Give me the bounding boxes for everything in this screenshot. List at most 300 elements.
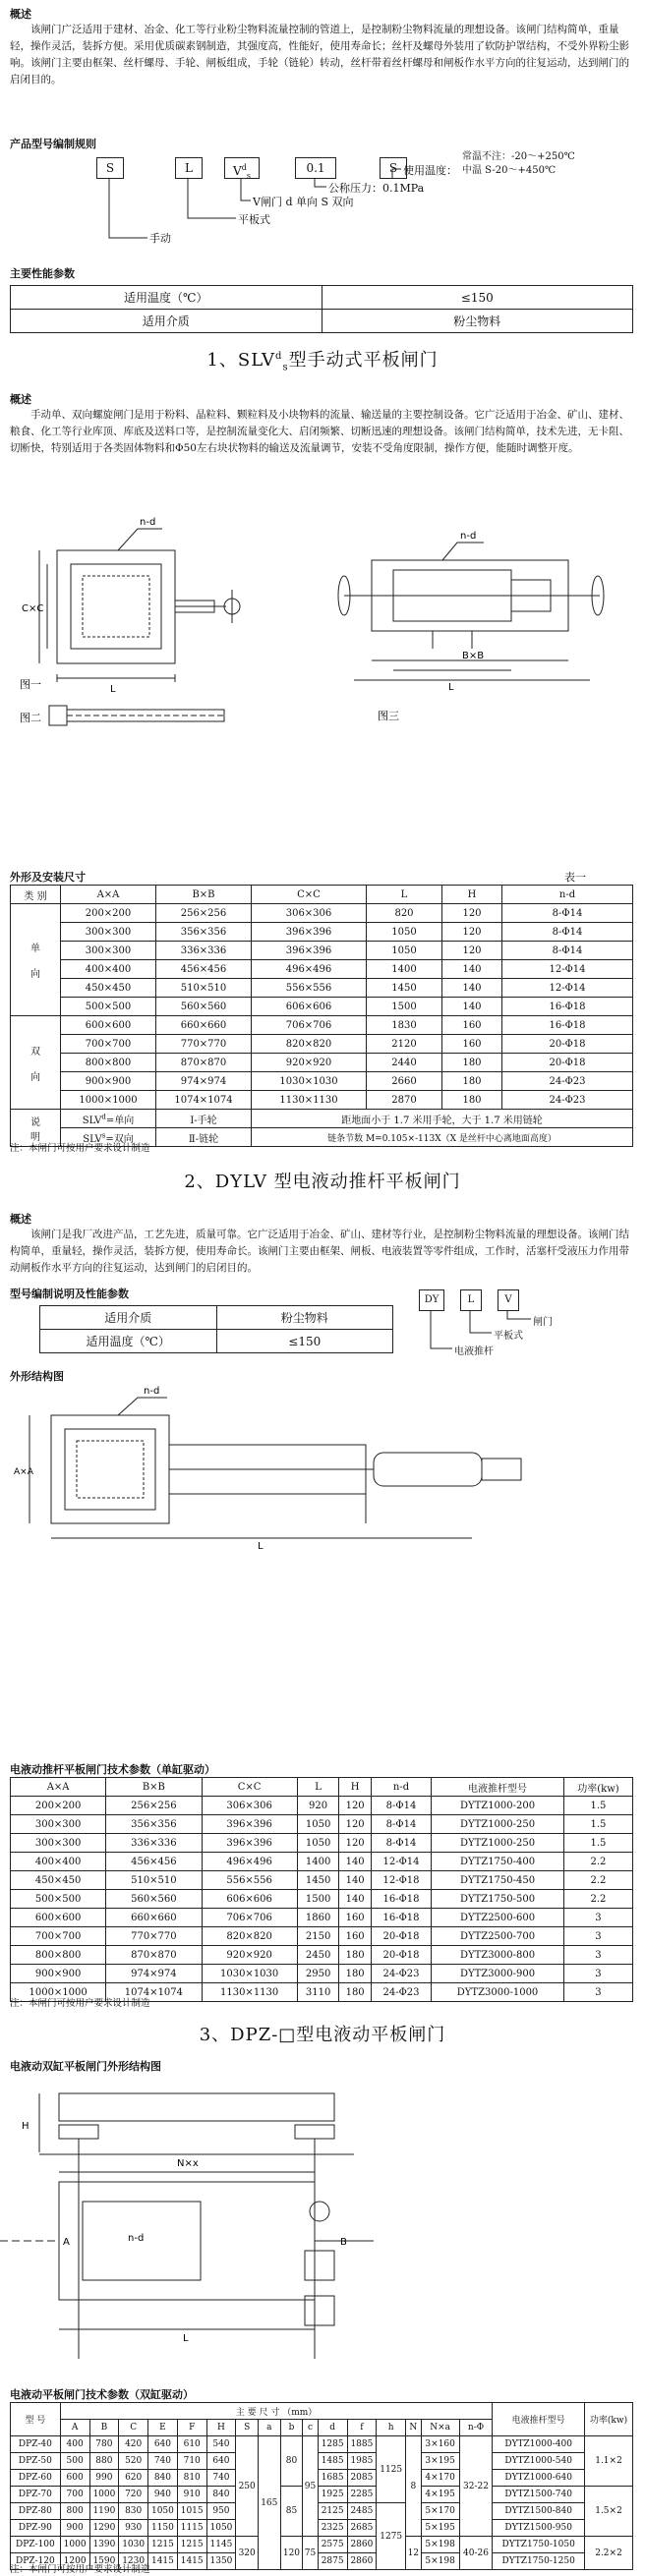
size-cell: 20-Φ18: [502, 1054, 633, 1072]
dc-cell: f: [347, 2420, 377, 2436]
size-cell: 140: [442, 960, 502, 979]
dc-cell: 720: [119, 2487, 148, 2503]
sc-cell: 24-Φ23: [371, 1965, 431, 1983]
sc-cell: 160: [339, 1909, 371, 1927]
dc-cell: 600: [60, 2470, 89, 2487]
explain-text-1: 距地面小于 1.7 米用手轮，大于 1.7 米用链轮: [252, 1110, 633, 1128]
overview-paragraph-1: 该闸门广泛适用于建材、冶金、化工等行业粉尘物料流量控制的管道上，是控制粉尘物料流量的理想设备。该闸门结构简单，重量轻，操作灵活，装拆方便。采用优质碳素钢制造，其强度高，性能好，使用寿命长；丝杆及螺母外装用了软防护罩结构，不受外界粉尘影响。该闸门主要由框架、丝杆螺母、手轮、闸板组成，手轮（链轮）转动，丝杆带着丝杆螺母和闸板作水平方向的往复运动，达到闸门的启闭目的。: [10, 24, 629, 86]
note-2: 注：本闸门可按用户要求设计制造: [10, 1998, 150, 2009]
size-cell: 456×456: [156, 960, 252, 979]
code-box-temp: S: [380, 157, 407, 179]
dc-cell: 3×195: [421, 2453, 459, 2470]
dc-cell: DPZ-70: [11, 2487, 61, 2503]
fig-label-l: L: [110, 684, 116, 695]
sc-cell: 300×300: [11, 1815, 106, 1834]
overview-heading-3: 概述: [10, 1213, 31, 1226]
dc-cell: 1215: [148, 2537, 178, 2553]
size-cell: 306×306: [252, 904, 367, 923]
dc-cell: 320: [236, 2537, 259, 2570]
size-cell: 870×870: [156, 1054, 252, 1072]
size-cell: 1500: [367, 998, 442, 1016]
overview-heading-1: 概述: [10, 8, 31, 21]
sc-cell: 820×820: [202, 1927, 297, 1946]
dc-cell: 1050: [206, 2520, 236, 2537]
code-box-v: $V^d_s$: [224, 157, 260, 179]
sc-cell: 306×306: [202, 1797, 297, 1815]
size-cell: 556×556: [252, 979, 367, 998]
dc-cell: 2860: [347, 2553, 377, 2570]
code-label-pusher-3: 电液推杆: [454, 1346, 494, 1357]
dc-cell: n-Φ: [459, 2420, 493, 2436]
sc-header: n-d: [371, 1778, 431, 1797]
dc-cell: S: [236, 2420, 259, 2436]
dc-cell: DPZ-60: [11, 2470, 61, 2487]
sc-cell: 180: [339, 1965, 371, 1983]
sc-cell: DYTZ1750-500: [432, 1890, 564, 1909]
size-cell: 396×396: [252, 923, 367, 942]
sc-row: [11, 1853, 633, 1871]
fig-label-nd-3: n-d: [460, 531, 477, 542]
size-cell: 1074×1074: [156, 1091, 252, 1110]
dc-cell: F: [177, 2420, 206, 2436]
dc-cell: 1985: [347, 2453, 377, 2470]
perf-cell: 粉尘物料: [216, 1306, 393, 1330]
dc-cell: 900: [60, 2520, 89, 2537]
dc-cell: 2.2×2: [585, 2537, 633, 2570]
code-label-valve-3: 闸门: [533, 1317, 553, 1328]
figure-manual-gate: [0, 0, 645, 786]
title-section-1: 1、$SLV^d_s$型手动式平板闸门: [206, 350, 439, 373]
sc-cell: 706×706: [202, 1909, 297, 1927]
overview-paragraph-2: 手动单、双向螺旋闸门是用于粉料、晶粒料、颗粒料及小块物料的流量、输送量的主要控制设备。它广泛适用于冶金、矿山、建材、粮食、化工等行业库顶、库底及送料口等，是控制流量变化大、启闭频繁、切断迅速的理想设备。该闸门结构简单，技术先进，无卡阻、切断快，特别适用于各类固体物料和Φ50左右块状物料的输送及流量调节，安装不受角度限制，操作方便，能随时调整开度。: [10, 409, 629, 454]
dc-cell: 1285: [318, 2436, 347, 2453]
size-cell: 300×300: [61, 942, 156, 960]
sc-cell: 556×556: [202, 1871, 297, 1890]
dc-cell: 800: [60, 2503, 89, 2520]
sc-cell: 1030×1030: [202, 1965, 297, 1983]
dc-cell: DYTZ1500-740: [493, 2487, 585, 2503]
size-cell: 120: [442, 942, 502, 960]
dc-cell: 电液推杆型号: [493, 2403, 585, 2436]
size-cell: 770×770: [156, 1035, 252, 1054]
size-cell: 180: [442, 1091, 502, 1110]
sc-cell: 140: [339, 1890, 371, 1909]
size-cell: 500×500: [61, 998, 156, 1016]
dc-row: [11, 2487, 633, 2503]
dc-cell: 840: [148, 2470, 178, 2487]
dc-cell: 5×195: [421, 2520, 459, 2537]
dc-cell: 2485: [347, 2503, 377, 2520]
explain-text-2: 链条节数 M=0.105×-113X（X 是丝杆中心离地面高度）: [252, 1128, 633, 1147]
sc-cell: 920: [297, 1797, 339, 1815]
perf-cell: 适用介质: [40, 1306, 217, 1330]
size-cell: 8-Φ14: [502, 904, 633, 923]
sc-cell: 1000×1000: [11, 1983, 106, 2002]
dc-cell: 2685: [347, 2520, 377, 2537]
dc-cell: 5×198: [421, 2537, 459, 2553]
sc-cell: DYTZ2500-600: [432, 1909, 564, 1927]
dc-label-l: L: [183, 2333, 189, 2344]
size-cell: 12-Φ14: [502, 960, 633, 979]
dc-cell: 5×198: [421, 2553, 459, 2570]
dc-cell: 2125: [318, 2503, 347, 2520]
dc-cell: DPZ-80: [11, 2503, 61, 2520]
dc-cell: 1885: [347, 2436, 377, 2453]
dc-cell: 2860: [347, 2537, 377, 2553]
title-section-3: 3、DPZ-□型电液动平板闸门: [199, 2025, 446, 2045]
dc-label-nd: n-d: [128, 2233, 145, 2244]
sc-cell: 120: [339, 1797, 371, 1815]
size-row: [11, 1091, 633, 1110]
dc-row: [11, 2470, 633, 2487]
dc-cell: 1350: [206, 2553, 236, 2570]
note-1: 注：本闸门可按用户要求设计制造: [10, 1143, 150, 1154]
code-box-pressure: 0.1: [295, 157, 336, 179]
dc-cell: 1.5×2: [585, 2487, 633, 2537]
size-row: [11, 979, 633, 998]
dc-cell: DPZ-120: [11, 2553, 61, 2570]
size-cell: 120: [442, 923, 502, 942]
explain-label: 说 明: [11, 1110, 61, 1147]
dc-cell: 520: [119, 2453, 148, 2470]
dc-cell: B: [89, 2420, 119, 2436]
sc-cell: 3110: [297, 1983, 339, 2002]
figure-electro-gate: [0, 1376, 645, 1553]
sc-cell: 1050: [297, 1815, 339, 1834]
size-row: [11, 923, 633, 942]
dc-cell: 740: [148, 2453, 178, 2470]
sc-cell: 8-Φ14: [371, 1797, 431, 1815]
dc-cell: 1030: [119, 2537, 148, 2553]
size-cell: 2440: [367, 1054, 442, 1072]
dc-row: [11, 2436, 633, 2453]
dc-cell: C: [119, 2420, 148, 2436]
dc-cell: 功率(kw): [585, 2403, 633, 2436]
perf-cell: 粉尘物料: [322, 310, 633, 333]
dc-cell: 80: [280, 2436, 303, 2487]
dc-label-h: H: [22, 2121, 29, 2132]
size-cell: 900×900: [61, 1072, 156, 1091]
sc-cell: 3: [563, 1965, 632, 1983]
sc-cell: 180: [339, 1946, 371, 1965]
dc-cell: 1.1×2: [585, 2436, 633, 2487]
sc-cell: 12-Φ14: [371, 1853, 431, 1871]
single-cylinder-table-heading: 电液动推杆平板闸门技术参数（单缸驱动）: [10, 1763, 215, 1776]
sc-cell: 606×606: [202, 1890, 297, 1909]
dc-cell: 2285: [347, 2487, 377, 2503]
dc-cell: c: [303, 2420, 319, 2436]
dc-cell: d: [318, 2420, 347, 2436]
sc-cell: 16-Φ18: [371, 1909, 431, 1927]
sc-row: [11, 1797, 633, 1815]
size-cell: 1050: [367, 923, 442, 942]
dc-cell: E: [148, 2420, 178, 2436]
code-box-l-3: L: [460, 1289, 482, 1311]
sc-header: A×A: [11, 1778, 106, 1797]
size-cell: 12-Φ14: [502, 979, 633, 998]
explain-double: $SLV^s=$双向: [61, 1128, 156, 1147]
sc-cell: 396×396: [202, 1815, 297, 1834]
sc-cell: 900×900: [11, 1965, 106, 1983]
dc-cell: 810: [177, 2470, 206, 2487]
size-cell: 600×600: [61, 1016, 156, 1035]
dc-cell: 1415: [148, 2553, 178, 2570]
sc-cell: 20-Φ18: [371, 1946, 431, 1965]
sc-cell: 1.5: [563, 1834, 632, 1853]
size-cell: 200×200: [61, 904, 156, 923]
dc-cell: 32-22: [459, 2436, 493, 2537]
size-cell: 1000×1000: [61, 1091, 156, 1110]
size-header: A×A: [61, 886, 156, 904]
sc-cell: 3: [563, 1909, 632, 1927]
fig-caption-2: 图二: [20, 712, 41, 724]
size-cell: 2660: [367, 1072, 442, 1091]
dc-cell: b: [280, 2420, 303, 2436]
sc-cell: 16-Φ18: [371, 1890, 431, 1909]
size-cell: 356×356: [156, 923, 252, 942]
size-cell: 820: [367, 904, 442, 923]
sc-cell: DYTZ1750-400: [432, 1853, 564, 1871]
sc-cell: 1860: [297, 1909, 339, 1927]
dc-cell: DPZ-40: [11, 2436, 61, 2453]
size-cell: 8-Φ14: [502, 942, 633, 960]
dc-cell: A: [60, 2420, 89, 2436]
table-number: 表一: [564, 871, 586, 884]
sc-cell: 1.5: [563, 1815, 632, 1834]
size-cell: 1030×1030: [252, 1072, 367, 1091]
size-cell: 606×606: [252, 998, 367, 1016]
dc-cell: 1015: [177, 2503, 206, 2520]
dc-cell: 1215: [177, 2537, 206, 2553]
sc-cell: DYTZ2500-700: [432, 1927, 564, 1946]
dc-cell: 1125: [377, 2436, 406, 2503]
sc-cell: DYTZ1000-200: [432, 1797, 564, 1815]
size-cell: 160: [442, 1035, 502, 1054]
sc-cell: 2.2: [563, 1853, 632, 1871]
dc-cell: 930: [119, 2520, 148, 2537]
perf-cell: 适用温度（℃）: [11, 286, 322, 310]
dc-cell: 940: [148, 2487, 178, 2503]
fig-label-bb: B×B: [462, 651, 485, 661]
dc-cell: DYTZ1000-540: [493, 2453, 585, 2470]
dc-cell: 1000: [60, 2537, 89, 2553]
dc-cell: 1685: [318, 2470, 347, 2487]
sc-header: 电液推杆型号: [432, 1778, 564, 1797]
struct-label-l: L: [258, 1541, 264, 1552]
sc-cell: 1450: [297, 1871, 339, 1890]
dc-cell: 1115: [177, 2520, 206, 2537]
code-rule-heading: 产品型号编制规则: [10, 138, 96, 150]
sc-cell: 336×336: [106, 1834, 202, 1853]
sc-row: [11, 1815, 633, 1834]
sc-cell: DYTZ1750-450: [432, 1871, 564, 1890]
sc-cell: 974×974: [106, 1965, 202, 1983]
sc-cell: 920×920: [202, 1946, 297, 1965]
sc-cell: 3: [563, 1983, 632, 2002]
overview-heading-2: 概述: [10, 393, 31, 406]
dc-cell: 8: [406, 2436, 422, 2537]
dc-cell: DPZ-50: [11, 2453, 61, 2470]
sc-cell: 2150: [297, 1927, 339, 1946]
sc-cell: 1500: [297, 1890, 339, 1909]
dc-cell: 610: [177, 2436, 206, 2453]
dc-cell: 840: [206, 2487, 236, 2503]
size-cell: 140: [442, 998, 502, 1016]
dc-cell: 1145: [206, 2537, 236, 2553]
fig-label-nd: n-d: [140, 517, 156, 528]
size-cell: 300×300: [61, 923, 156, 942]
size-row: [11, 1016, 633, 1035]
size-header: n-d: [502, 886, 633, 904]
sc-cell: 770×770: [106, 1927, 202, 1946]
figure-double-cylinder: [0, 2064, 645, 2359]
size-table-heading: 外形及安装尺寸: [10, 871, 86, 884]
dc-label-a: A: [63, 2237, 70, 2248]
size-header: L: [367, 886, 442, 904]
code-box-dy: DY: [419, 1289, 444, 1311]
sc-cell: DYTZ3000-800: [432, 1946, 564, 1965]
sc-cell: DYTZ3000-900: [432, 1965, 564, 1983]
sc-cell: 400×400: [11, 1853, 106, 1871]
sc-cell: DYTZ3000-1000: [432, 1983, 564, 2002]
size-cell: 336×336: [156, 942, 252, 960]
explain-handwheel: Ⅰ-手轮: [156, 1110, 252, 1128]
dc-row: [11, 2520, 633, 2537]
dc-cell: 1200: [60, 2553, 89, 2570]
dc-cell: 3×160: [421, 2436, 459, 2453]
sc-cell: 140: [339, 1871, 371, 1890]
dc-cell: N: [406, 2420, 422, 2436]
sc-row: [11, 1871, 633, 1890]
title-section-2: 2、DYLV 型电液动推杆平板闸门: [184, 1172, 461, 1192]
fig-label-l-3: L: [448, 682, 454, 693]
sc-cell: 120: [339, 1815, 371, 1834]
dc-cell: 1275: [377, 2503, 406, 2570]
note-3: 注：本闸门可按用户要求设计制造: [10, 2564, 150, 2575]
code-label-temp-mid: 中温 S-20～+450℃: [462, 165, 557, 176]
size-cell: 1130×1130: [252, 1091, 367, 1110]
sc-cell: 2950: [297, 1965, 339, 1983]
sc-cell: 120: [339, 1834, 371, 1853]
fig-caption-1: 图一: [20, 678, 41, 691]
size-cell: 2870: [367, 1091, 442, 1110]
dc-cell: 950: [206, 2503, 236, 2520]
struct-label-nd: n-d: [144, 1386, 160, 1397]
dc-cell: 120: [280, 2537, 303, 2570]
struct-heading-3: 外形结构图: [10, 1370, 64, 1383]
dc-cell: 40-26: [459, 2537, 493, 2570]
sc-cell: 2.2: [563, 1890, 632, 1909]
dc-cell: h: [377, 2420, 406, 2436]
size-cell: 1400: [367, 960, 442, 979]
size-header: 类 别: [11, 886, 61, 904]
size-header: H: [442, 886, 502, 904]
dc-cell: 2575: [318, 2537, 347, 2553]
category-cell: 双 向: [11, 1016, 61, 1110]
dc-cell: 880: [89, 2453, 119, 2470]
dc-cell: N×a: [421, 2420, 459, 2436]
overview-paragraph-3: 该闸门是我厂改进产品，工艺先进，质量可靠。它广泛适用于冶金、矿山、建材等行业，是控制粉尘物料流量的理想设备。该闸门结构简单，重量轻，操作灵活，装拆方便，使用寿命长。该闸门主要由框架、闸板、电液装置等零件组成，工作时，活塞杆受液压力作用带动闸板作水平方向的往复运动，达到闸门的启闭目的。: [10, 1229, 629, 1274]
perf-cell: 适用介质: [11, 310, 322, 333]
sc-cell: DYTZ1000-250: [432, 1815, 564, 1834]
size-cell: 140: [442, 979, 502, 998]
dc-cell: 420: [119, 2436, 148, 2453]
dc-cell: 4×170: [421, 2470, 459, 2487]
dc-cell: 2875: [318, 2553, 347, 2570]
sc-cell: 600×600: [11, 1909, 106, 1927]
size-cell: 820×820: [252, 1035, 367, 1054]
dc-cell: 1150: [148, 2520, 178, 2537]
size-table: [10, 885, 633, 1147]
sc-cell: 12-Φ18: [371, 1871, 431, 1890]
dc-cell: 620: [119, 2470, 148, 2487]
dc-cell: DYTZ1000-400: [493, 2436, 585, 2453]
size-cell: 560×560: [156, 998, 252, 1016]
size-cell: 1450: [367, 979, 442, 998]
dc-cell: 1230: [119, 2553, 148, 2570]
size-cell: 496×496: [252, 960, 367, 979]
perf-cell: ≤150: [216, 1330, 393, 1353]
size-cell: 920×920: [252, 1054, 367, 1072]
size-cell: 1050: [367, 942, 442, 960]
code-label-manual: 手动: [149, 232, 171, 245]
code-label-pressure: 公称压力：0.1MPa: [328, 182, 425, 195]
dc-cell: 1590: [89, 2553, 119, 2570]
sc-row: [11, 1890, 633, 1909]
dc-cell: 400: [60, 2436, 89, 2453]
sc-cell: 8-Φ14: [371, 1815, 431, 1834]
perf-cell: 适用温度（℃）: [40, 1330, 217, 1353]
sc-cell: 2450: [297, 1946, 339, 1965]
size-cell: 706×706: [252, 1016, 367, 1035]
dc-cell: 5×170: [421, 2503, 459, 2520]
dc-cell: 12: [406, 2537, 422, 2570]
sc-cell: DYTZ1000-250: [432, 1834, 564, 1853]
sc-cell: 3: [563, 1946, 632, 1965]
size-header: C×C: [252, 886, 367, 904]
dc-cell: DYTZ1500-950: [493, 2520, 585, 2537]
sc-cell: 1400: [297, 1853, 339, 1871]
sc-cell: 450×450: [11, 1871, 106, 1890]
dc-cell: 780: [89, 2436, 119, 2453]
dc-cell: DYTZ1000-640: [493, 2470, 585, 2487]
dc-cell: H: [206, 2420, 236, 2436]
dc-cell: 700: [60, 2487, 89, 2503]
dc-cell: 910: [177, 2487, 206, 2503]
dc-cell: 2325: [318, 2520, 347, 2537]
size-cell: 800×800: [61, 1054, 156, 1072]
dc-cell: DYTZ1500-840: [493, 2503, 585, 2520]
code-label-temp-normal: 常温不注：-20～+250℃: [462, 151, 575, 162]
sc-cell: 3: [563, 1927, 632, 1946]
dc-cell: 740: [206, 2470, 236, 2487]
dc-cell: 830: [119, 2503, 148, 2520]
dc-cell: 990: [89, 2470, 119, 2487]
sc-cell: 200×200: [11, 1797, 106, 1815]
sc-cell: 560×560: [106, 1890, 202, 1909]
sc-cell: 510×510: [106, 1871, 202, 1890]
dc-cell: a: [258, 2420, 280, 2436]
dc-cell: 2085: [347, 2470, 377, 2487]
size-cell: 974×974: [156, 1072, 252, 1091]
dc-cell: 95: [303, 2436, 319, 2537]
dc-cell: DYTZ1750-1050: [493, 2537, 585, 2553]
dc-label-b: B: [340, 2237, 347, 2248]
dc-cell: 165: [258, 2436, 280, 2570]
sc-cell: 870×870: [106, 1946, 202, 1965]
size-cell: 180: [442, 1072, 502, 1091]
sc-cell: 456×456: [106, 1853, 202, 1871]
